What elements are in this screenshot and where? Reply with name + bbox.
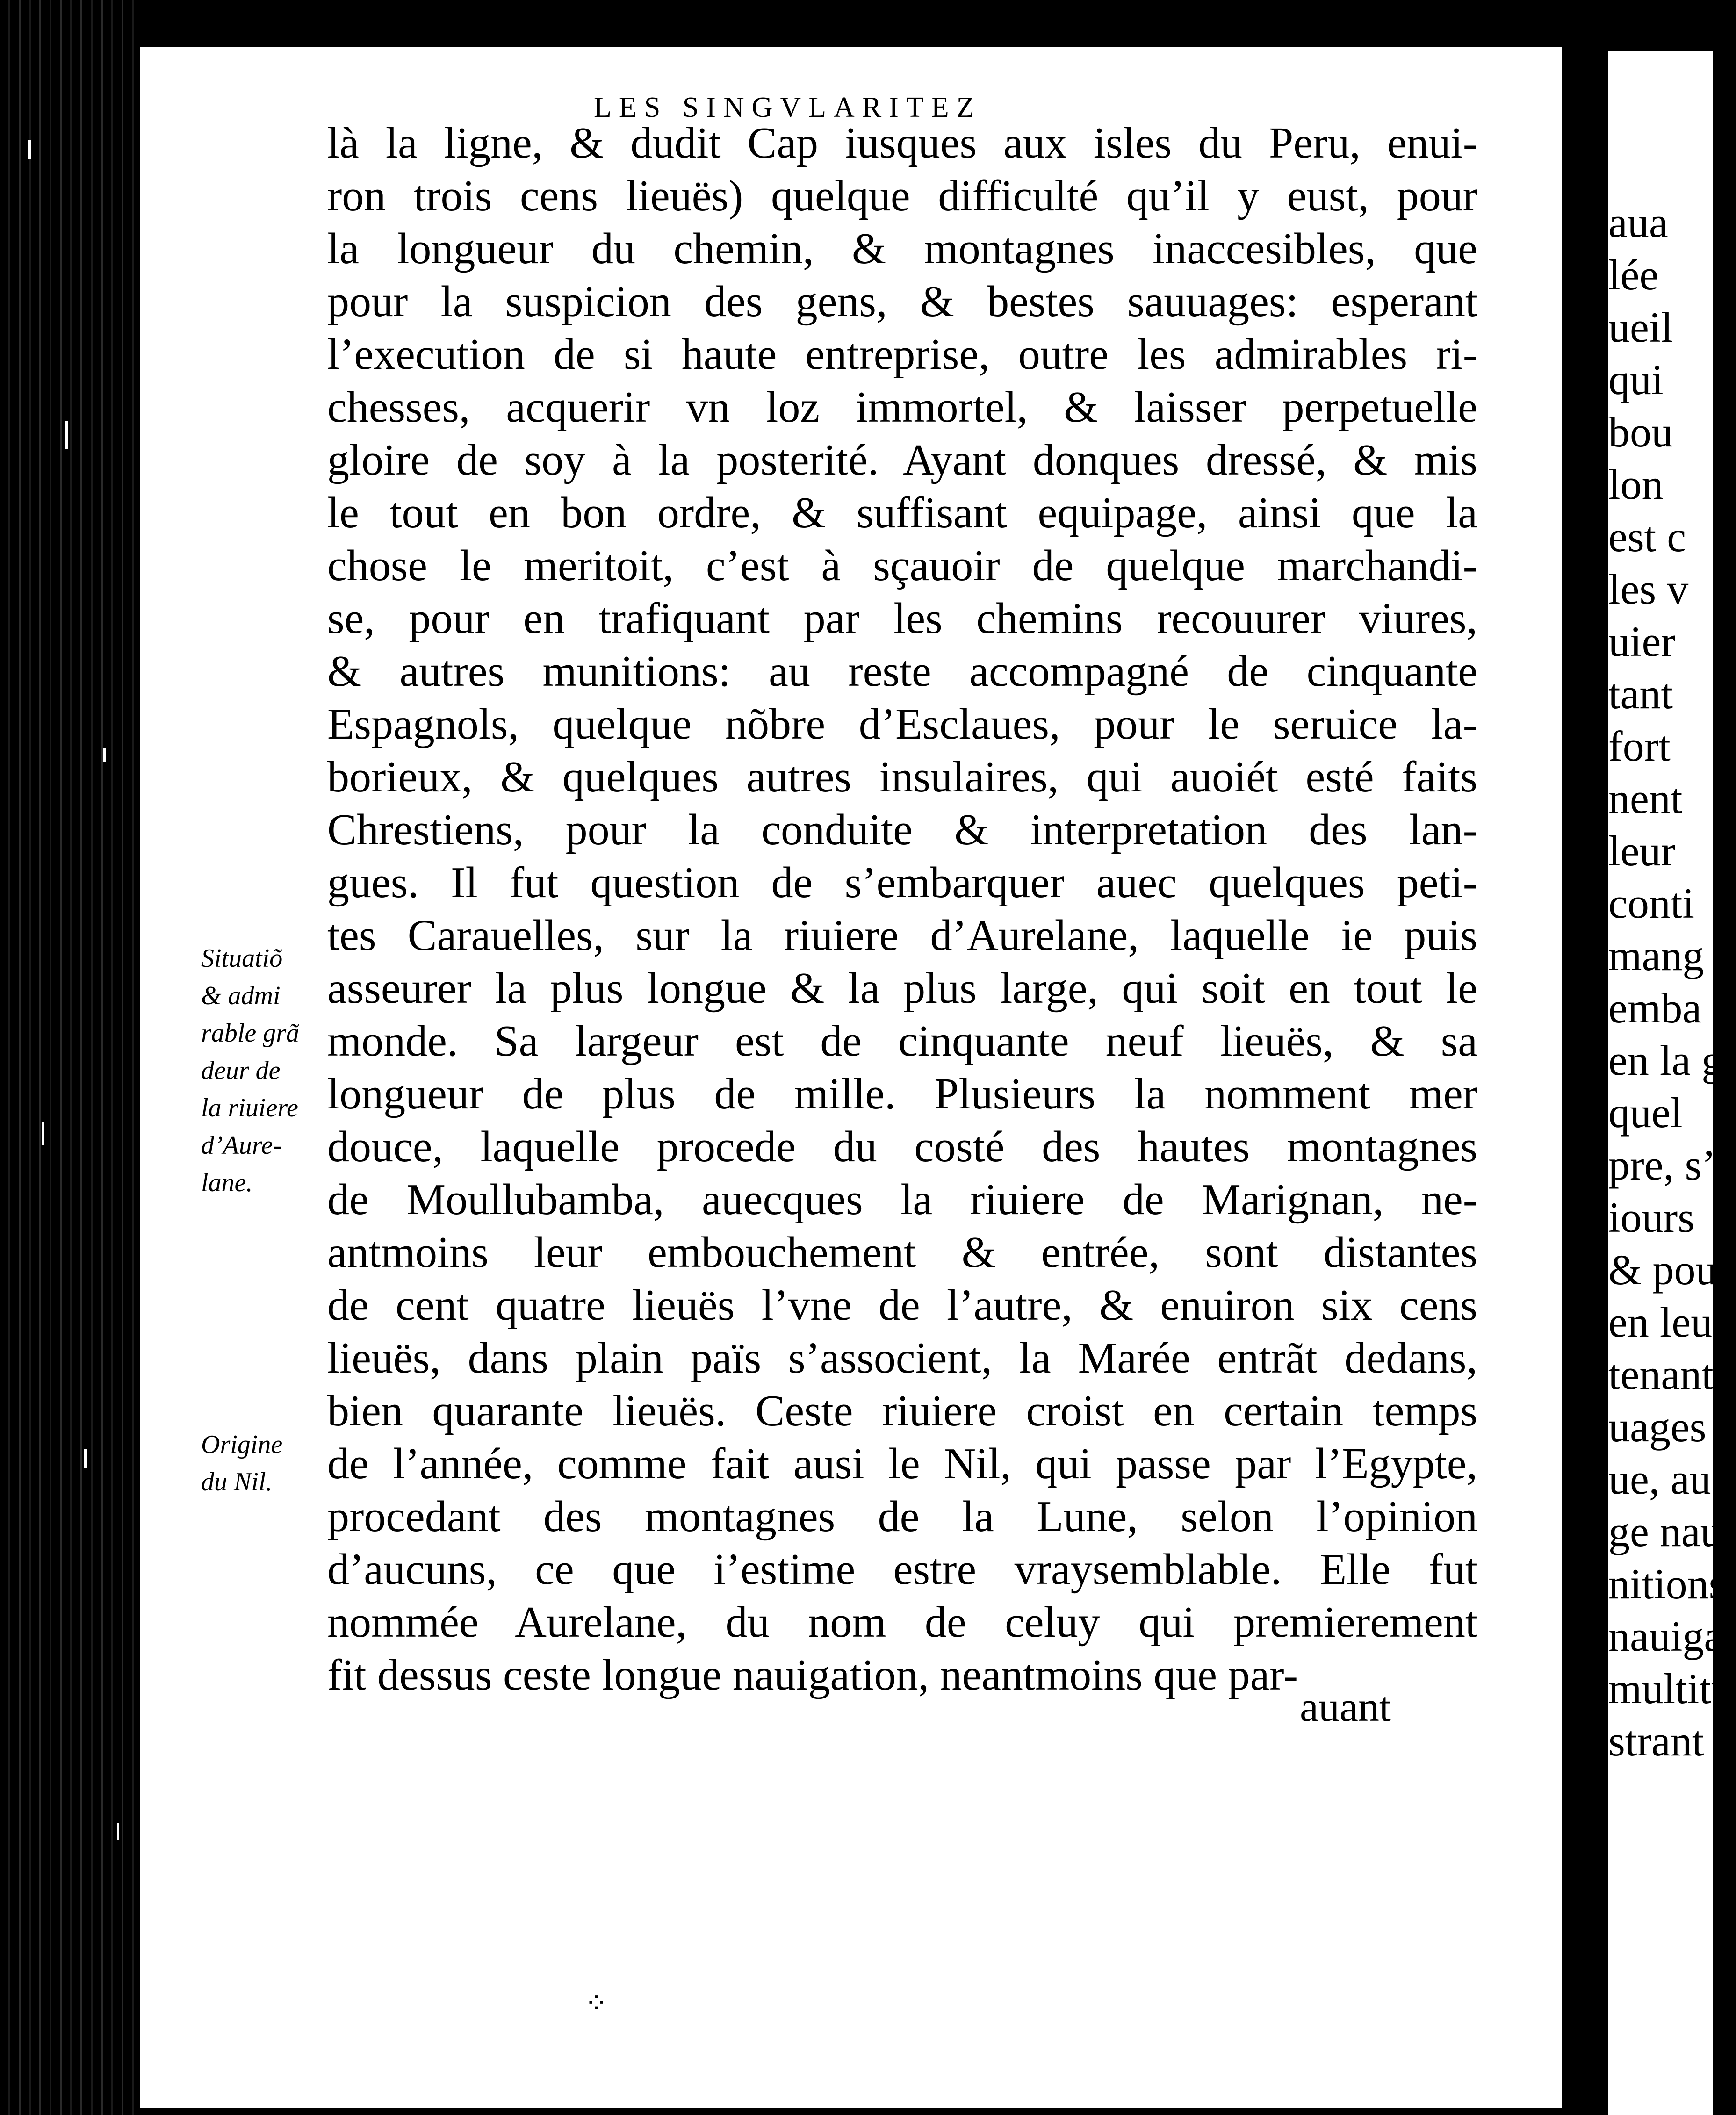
right-page-line-fragment: ueil xyxy=(1608,303,1673,351)
catchword: auant xyxy=(1300,1684,1391,1730)
right-page-line-fragment: tenant xyxy=(1608,1351,1714,1398)
right-page-line-fragment: iours xyxy=(1608,1194,1694,1241)
right-page-line-fragment: uages xyxy=(1608,1403,1707,1451)
marginal-note-line: & admi xyxy=(201,981,281,1010)
text-line: chose le meritoit, c’est à sçauoir de quelque marchandi- xyxy=(327,541,1477,590)
right-page-line-fragment: lon xyxy=(1608,460,1664,508)
text-line: le tout en bon ordre, & suffisant equipage, ainsi que la xyxy=(327,489,1477,537)
text-line: longueur de plus de mille. Plusieurs la nomment mer xyxy=(327,1070,1477,1118)
right-page-line-fragment: qui xyxy=(1608,356,1664,403)
text-line: ron trois cens lieuës) quelque difficulté qu’il y eust, pour xyxy=(327,172,1477,220)
marginal-note-line: lane. xyxy=(201,1168,253,1197)
text-line: gues. Il fut question de s’embarquer auec quelques peti- xyxy=(327,858,1477,907)
marginal-note-line: du Nil. xyxy=(201,1468,273,1496)
text-line: fit dessus ceste longue nauigation, neantmoins que par- xyxy=(327,1651,1298,1699)
right-page-line-fragment: quel xyxy=(1608,1089,1683,1137)
right-page-line-fragment: pre, s’a xyxy=(1608,1141,1735,1189)
right-page-line-fragment: strant q xyxy=(1608,1717,1736,1765)
text-line: Chrestiens, pour la conduite & interpretation des lan- xyxy=(327,806,1477,854)
right-page-line-fragment: nent xyxy=(1608,775,1683,822)
marginal-note-nil xyxy=(201,1426,337,1501)
right-page-line-fragment: fort xyxy=(1608,722,1671,770)
text-line: borieux, & quelques autres insulaires, qui auoiét esté faits xyxy=(327,753,1477,801)
marginal-note-line: Origine xyxy=(201,1430,283,1459)
right-page-line-fragment: leur xyxy=(1608,827,1676,875)
right-page-line-fragment: & pou xyxy=(1608,1246,1717,1294)
right-page-line-fragment: uier xyxy=(1608,618,1676,665)
text-line: l’execution de si haute entreprise, outre les admirables ri- xyxy=(327,330,1477,379)
text-line: se, pour en trafiquant par les chemins recouurer viures, xyxy=(327,594,1477,643)
running-head: LES SINGVLARITEZ xyxy=(594,92,982,123)
text-line: procedant des montagnes de la Lune, selon l’opinion xyxy=(327,1492,1477,1541)
right-page-line-fragment: nitions xyxy=(1608,1560,1726,1608)
right-page-line-fragment: lée xyxy=(1608,251,1659,299)
right-page-line-fragment: conti xyxy=(1608,879,1694,927)
right-page-line-fragment: tant xyxy=(1608,670,1673,718)
right-page-line-fragment: bou xyxy=(1608,408,1673,456)
text-line: bien quarante lieuës. Ceste riuiere croist en certain temps xyxy=(327,1387,1477,1435)
text-line: d’aucuns, ce que i’estime estre vraysemblable. Elle fut xyxy=(327,1545,1477,1594)
right-page-line-fragment: mang xyxy=(1608,932,1704,979)
text-line: Espagnols, quelque nõbre d’Esclaues, pour le seruice la- xyxy=(327,700,1477,748)
right-page-line-fragment: nauiga xyxy=(1608,1612,1723,1660)
text-line: de Moullubamba, auecques la riuiere de Marignan, ne- xyxy=(327,1175,1477,1224)
marginal-note-line: rable grã xyxy=(201,1019,299,1048)
right-page-line-fragment: les v xyxy=(1608,565,1689,613)
scan-left-border xyxy=(0,0,140,2115)
marginal-note-line: la riuiere xyxy=(201,1093,298,1122)
text-line: pour la suspicion des gens, & bestes sauuages: esperant xyxy=(327,277,1477,326)
text-line: la longueur du chemin, & montagnes inaccesibles, que xyxy=(327,224,1477,273)
right-page-line-fragment: ge naui xyxy=(1608,1508,1734,1555)
text-line: de l’année, comme fait ausi le Nil, qui passe par l’Egypte, xyxy=(327,1439,1477,1488)
text-line: là la ligne, & dudit Cap iusques aux isles du Peru, enui- xyxy=(327,119,1477,167)
text-line: asseurer la plus longue & la plus large, qui soit en tout le xyxy=(327,964,1477,1013)
marginal-note-aurelane xyxy=(201,940,337,1201)
right-page-line-fragment: ue, aue xyxy=(1608,1455,1730,1503)
marginal-note-line: Situatiõ xyxy=(201,944,283,973)
marginal-note-line: deur de xyxy=(201,1056,281,1085)
text-line: de cent quatre lieuës l’vne de l’autre, & enuiron six cens xyxy=(327,1281,1477,1330)
text-line: gloire de soy à la posterité. Ayant donques dressé, & mis xyxy=(327,436,1477,484)
right-page-line-fragment: multitu xyxy=(1608,1665,1733,1712)
text-line: antmoins leur embouchement & entrée, sont distantes xyxy=(327,1228,1477,1277)
text-line: & autres munitions: au reste accompagné de cinquante xyxy=(327,647,1477,696)
text-line: nommée Aurelane, du nom de celuy qui premierement xyxy=(327,1598,1477,1647)
text-line: douce, laquelle procede du costé des hautes montagnes xyxy=(327,1122,1477,1171)
main-text-block xyxy=(327,117,1477,1702)
text-line: monde. Sa largeur est de cinquante neuf lieuës, & sa xyxy=(327,1017,1477,1065)
right-page-text-column xyxy=(1608,196,1736,1767)
text-line: chesses, acquerir vn loz immortel, & laisser perpetuelle xyxy=(327,383,1477,432)
right-page-line-fragment: en la g xyxy=(1608,1036,1723,1084)
right-book-page-fragment xyxy=(1608,51,1736,2115)
right-page-line-fragment: aua xyxy=(1608,199,1668,246)
text-line: lieuës, dans plain païs s’associent, la Marée entrãt dedans, xyxy=(327,1334,1477,1382)
right-page-line-fragment: est c xyxy=(1608,513,1686,561)
marginal-note-line: d’Aure- xyxy=(201,1131,282,1160)
printer-ornament: ⁘ xyxy=(584,1987,608,2020)
text-line: tes Carauelles, sur la riuiere d’Aurelane, laquelle ie puis xyxy=(327,911,1477,960)
right-page-line-fragment: emba xyxy=(1608,984,1702,1032)
right-page-line-fragment: en leu xyxy=(1608,1298,1713,1346)
